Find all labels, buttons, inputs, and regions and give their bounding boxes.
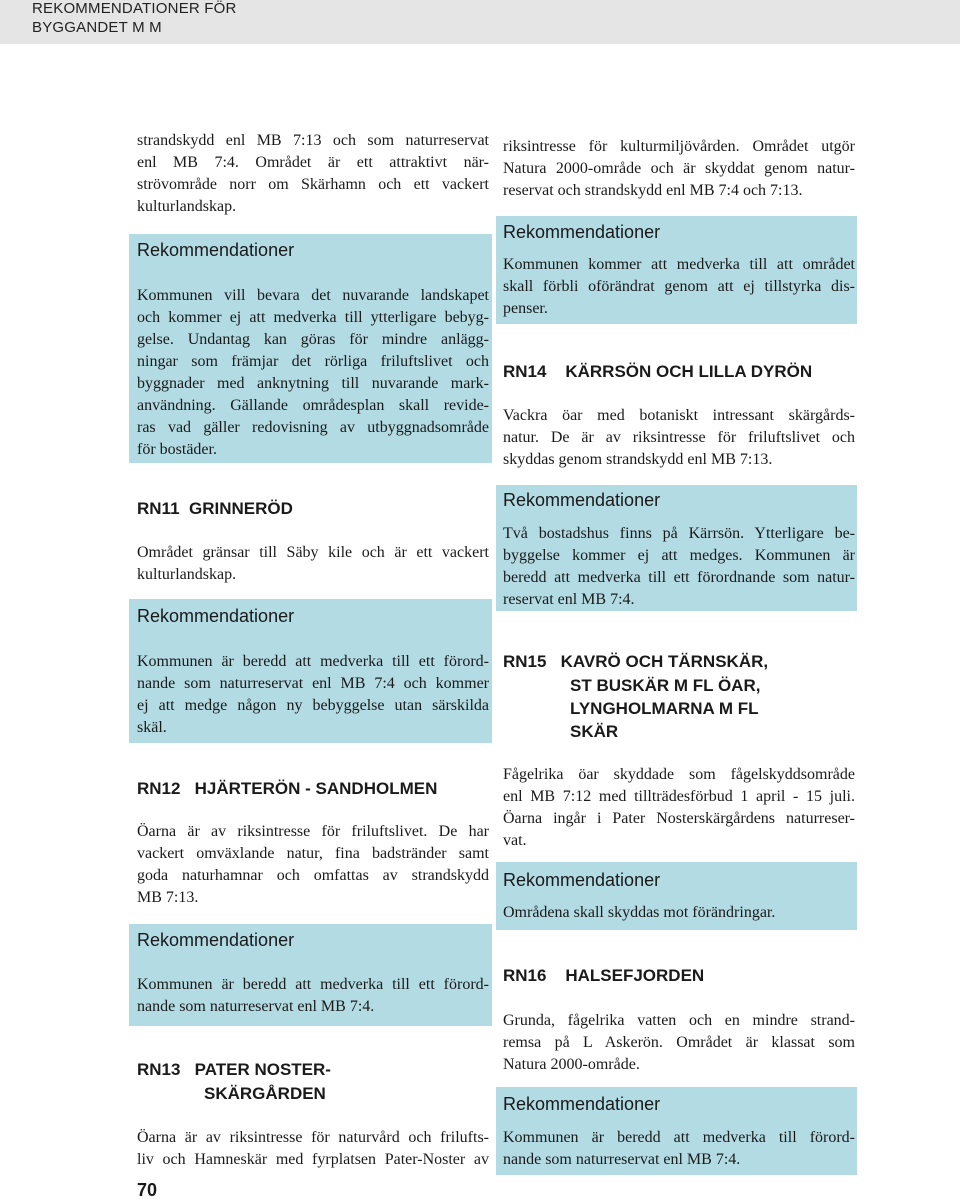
section-text-rn16: Grunda, fågelrika vatten och en mindre strand- remsa på L Askerön. Området är klassat som Natura 2000-område. [503,1012,855,1073]
section-title-rn16: RN16 HALSEFJORDEN [503,966,705,985]
page-number: 70 [137,1180,158,1200]
recommendation-text: Kommunen vill bevara det nuvarande landskapet och kommer ej att medverka till ytterligare bebyg- gelse. Undantag kan göras för mindre anlägg- ningar som främjar det rörliga friluftslivet och byggnader med anknytning till nuvarande mark- användning. Gällande områdesplan skall revide- ras vad gäller redovisning av utbyggnadsområde för bostäder. [137,287,489,458]
section-title-rn15-line4: SKÄR [570,722,619,741]
recommendation-heading: Rekommendationer [137,930,295,950]
section-title-rn14: RN14 KÄRRSÖN OCH LILLA DYRÖN [503,362,813,381]
recommendation-text: Två bostadshus finns på Kärrsön. Ytterligare be- byggelse kommer ej att medges. Kommunen är beredd att medverka till ett förordnande som natur- reservat enl MB 7:4. [503,525,855,608]
header-line-2: BYGGANDET M M [32,19,162,36]
recommendation-heading: Rekommendationer [137,606,295,626]
left-intro-paragraph: strandskydd enl MB 7:13 och som naturreservat enl MB 7:4. Området är ett attraktivt när- strövområde norr om Skärhamn och ett vackert kulturlandskap. [137,132,489,215]
recommendation-heading: Rekommendationer [503,222,661,242]
section-title-rn15-line3: LYNGHOLMARNA M FL [570,699,759,718]
recommendation-heading: Rekommendationer [503,490,661,510]
recommendation-heading: Rekommendationer [137,240,295,260]
section-text-rn13: Öarna är av riksintresse för naturvård och frilufts- liv och Hamneskär med fyrplatsen Pater-Noster av [137,1129,489,1168]
right-intro-paragraph: riksintresse för kulturmiljövården. Området utgör Natura 2000-område och är skyddat genom natur- reservat och strandskydd enl MB 7:4 och 7:13. [503,138,855,199]
section-text-rn14: Vackra öar med botaniskt intressant skärgårds- natur. De är av riksintresse för friluftslivet och skyddas genom strandskydd enl MB 7:13. [503,407,855,468]
recommendation-heading: Rekommendationer [503,870,661,890]
section-title-rn12: RN12 HJÄRTERÖN - SANDHOLMEN [137,779,438,798]
section-text-rn15: Fågelrika öar skyddade som fågelskyddsområde enl MB 7:12 med tillträdesförbud 1 april - 15 juli. Öarna ingår i Pater Nosterskärgårdens naturreser- vat. [503,766,855,849]
header-line-1: REKOMMENDATIONER FÖR [32,0,237,17]
page-header [0,0,960,44]
section-title-rn13: RN13 PATER NOSTER- [137,1060,331,1079]
section-title-rn11: RN11 GRINNERÖD [137,499,293,518]
recommendation-text: Kommunen är beredd att medverka till ett förord- nande som naturreservat enl MB 7:4. [137,976,489,1015]
section-text-rn11: Området gränsar till Säby kile och är ett vackert kulturlandskap. [137,544,489,583]
recommendation-text: Kommunen är beredd att medverka till förord- nande som naturreservat enl MB 7:4. [503,1129,855,1168]
section-title-rn15: RN15 KAVRÖ OCH TÄRNSKÄR, [503,652,769,671]
recommendation-text: Kommunen kommer att medverka till att området skall förbli oförändrat genom att ej tillstyrka dis- penser. [503,256,855,317]
section-title-rn15-line2: ST BUSKÄR M FL ÖAR, [570,676,761,695]
section-title-rn13-line2: SKÄRGÅRDEN [204,1084,326,1103]
recommendation-heading: Rekommendationer [503,1094,661,1114]
recommendation-text: Områdena skall skyddas mot förändringar. [503,904,776,921]
section-text-rn12: Öarna är av riksintresse för friluftslivet. De har vackert omväxlande natur, fina badstränder samt goda naturhamnar och omfattas av strandskydd MB 7:13. [137,823,489,906]
recommendation-text: Kommunen är beredd att medverka till ett förord- nande som naturreservat enl MB 7:4 och kommer ej att medge någon ny bebyggelse utan särskilda skäl. [137,653,489,736]
